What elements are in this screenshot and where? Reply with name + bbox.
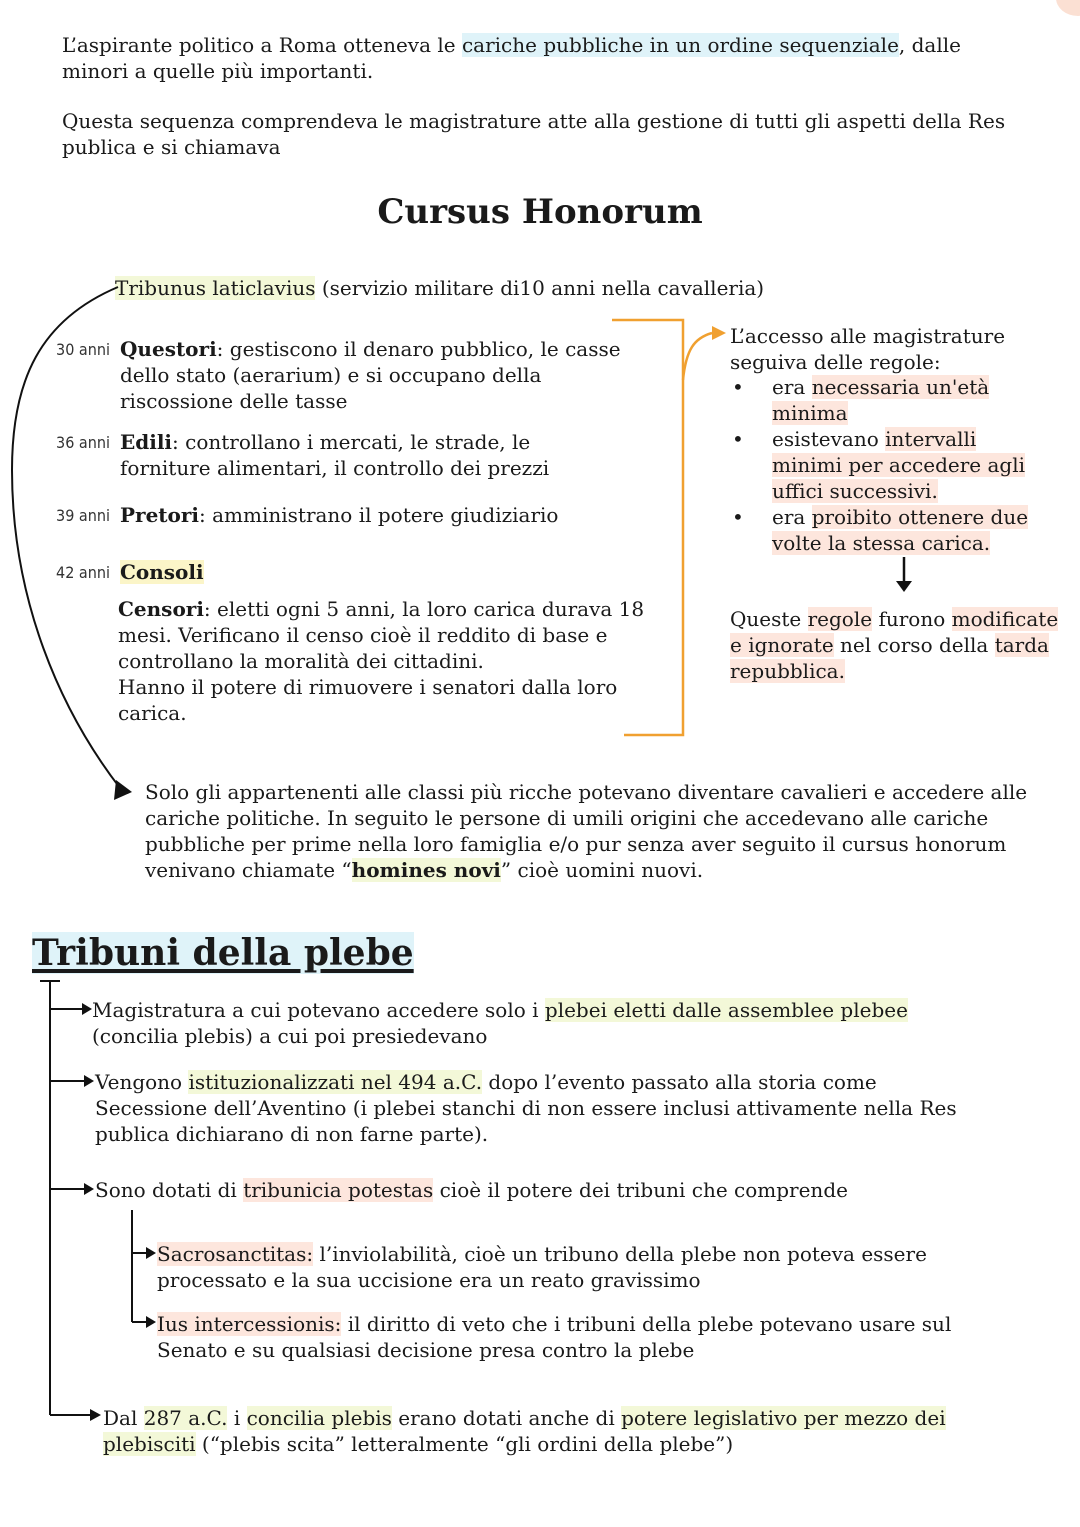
rule-item: • era necessaria un'età minima — [732, 375, 990, 425]
bullet-icon: • — [732, 375, 744, 399]
bullet-icon: • — [732, 505, 744, 529]
mag-name: Consoli — [120, 560, 204, 584]
curve-arrow — [12, 287, 120, 788]
rules-after: Queste regole furono modificate e ignorate nel corso della tarda repubblica. — [730, 607, 1059, 683]
tribunus-highlight: Tribunus laticlavius — [115, 276, 316, 300]
tribuni-point-3: Sono dotati di tribunicia potestas cioè il potere dei tribuni che comprende — [95, 1178, 848, 1202]
orange-arrow-head — [712, 326, 726, 340]
mag-desc: : amministrano il potere giudiziario — [199, 503, 559, 527]
homines-novi-term: homines novi — [351, 858, 501, 882]
rule-item: • era proibito ottenere due volte la stessa carica. — [732, 505, 1029, 555]
tribuni-point-2: Vengono istituzionalizzati nel 494 a.C. dopo l’evento passato alla storia come Secessione dell’Aventino (i plebei stanchi di non essere inclusi attivamente nella Res publica dichiarano di non farne parte). — [95, 1070, 957, 1146]
mag-desc-2: Hanno il potere di rimuovere i senatori dalla loro carica. — [118, 675, 618, 725]
cursus-title: Cursus Honorum — [377, 192, 703, 232]
curve-arrow-head — [114, 780, 132, 800]
age-pretori: 39 anni — [56, 506, 110, 525]
age-questori: 30 anni — [56, 340, 110, 359]
mag-desc: : eletti ogni 5 anni, la loro carica durava 18 mesi. Verificano il censo cioè il reddito di base e controllano la moralità dei cittadini. — [118, 597, 645, 673]
tribuni-title: Tribuni della plebe — [32, 932, 414, 974]
orange-bracket — [612, 320, 683, 735]
intro-highlight: cariche pubbliche in un ordine sequenziale — [461, 33, 899, 57]
tribuni-subpoint-1: Sacrosanctitas: l’inviolabilità, cioè un tribuno della plebe non poteva essere processato e la sua uccisione era un reato gravissimo — [157, 1242, 927, 1292]
rules-intro: L’accesso alle magistrature seguiva delle regole: — [730, 324, 1006, 374]
mag-name: Censori — [118, 597, 204, 621]
bullet-icon: • — [732, 427, 744, 451]
down-arrow-head — [896, 581, 912, 592]
intro-text: L’aspirante politico a Roma otteneva le — [62, 33, 462, 57]
age-consoli: 42 anni — [56, 563, 110, 582]
tribuni-point-1: Magistratura a cui potevano accedere solo i plebei eletti dalle assemblee plebee (concilia plebis) a cui poi presiedevano — [92, 998, 908, 1048]
mag-name: Questori — [120, 337, 217, 361]
homines-novi-paragraph: Solo gli appartenenti alle classi più ricche potevano diventare cavalieri e accedere alle cariche politiche. In seguito le persone di umili origini che accedevano alle cariche pubbliche per prime nella loro famiglia e/o pur senza aver seguito il cursus honorum venivano chiamate “homines novi” cioè uomini nuovi. — [145, 780, 1028, 882]
mag-name: Pretori — [120, 503, 200, 527]
mag-desc: : gestiscono il denaro pubblico, le casse dello stato (aerarium) e si occupano della riscossione delle tasse — [120, 337, 621, 413]
age-edili: 36 anni — [56, 433, 110, 452]
intro-paragraph-2: Questa sequenza comprendeva le magistrature atte alla gestione di tutti gli aspetti della Res publica e si chiamava — [62, 109, 1006, 159]
mag-name: Edili — [120, 430, 173, 454]
intro-text-end: , dalle minori a quelle più importanti. — [62, 33, 961, 83]
mag-desc: : controllano i mercati, le strade, le forniture alimentari, il controllo dei prezzi — [120, 430, 550, 480]
orange-curve — [683, 333, 712, 380]
tribuni-point-4: Dal 287 a.C. i concilia plebis erano dotati anche di potere legislativo per mezzo dei plebisciti (“plebis scita” letteralmente “gli ordini della plebe”) — [103, 1406, 946, 1456]
rule-item: • esistevano intervalli minimi per accedere agli uffici successivi. — [732, 427, 1025, 503]
tribuni-subpoint-2: Ius intercessionis: il diritto di veto che i tribuni della plebe potevano usare sul Senato e su qualsiasi decisione presa contro la plebe — [157, 1312, 952, 1362]
tribunus-text: (servizio militare di10 anni nella cavalleria) — [315, 276, 765, 300]
